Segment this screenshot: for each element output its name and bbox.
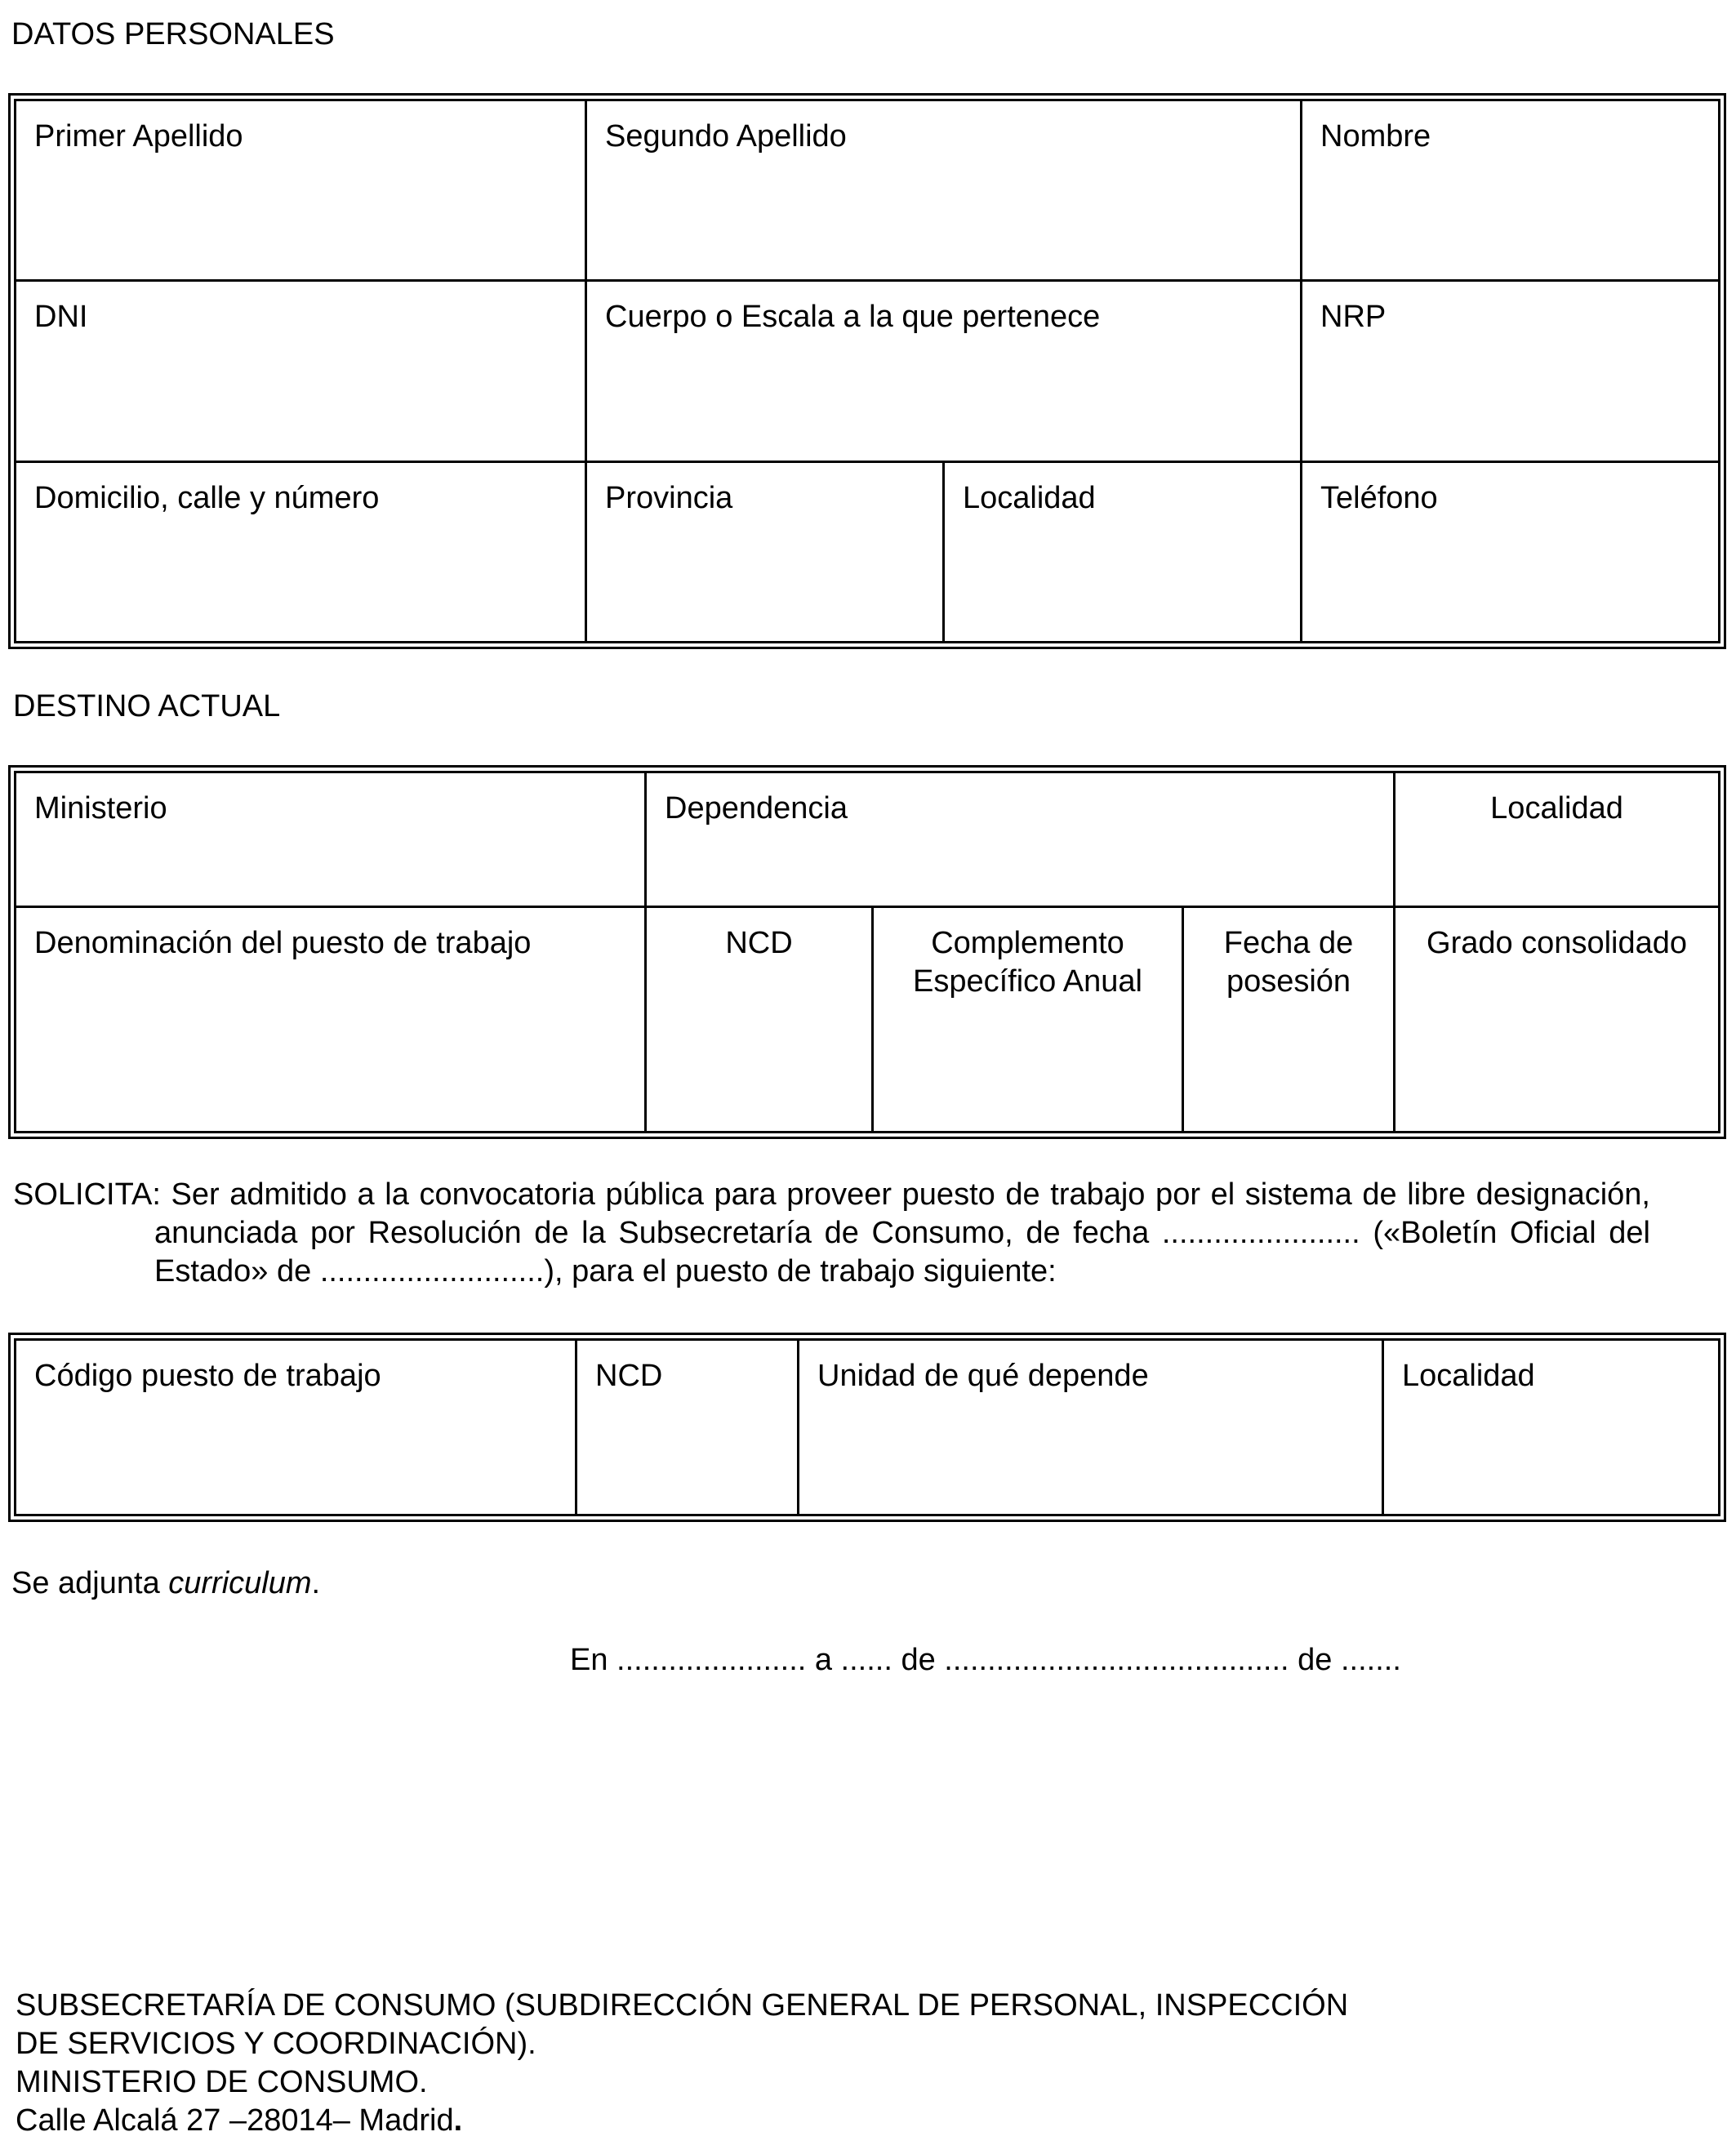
ministerio-field[interactable]: Ministerio <box>16 772 646 907</box>
telefono-field[interactable]: Teléfono <box>1302 461 1720 642</box>
domicilio-field[interactable]: Domicilio, calle y número <box>16 461 586 642</box>
solicita-text: Ser admitido a la convocatoria pública para proveer puesto de trabajo por el sistema de libre designación, anunciada por Resolución de la Subsecretaría de Consumo, de fecha ....................... («Boletín Oficial del Estado» de ..........................), para el puesto de trabajo siguiente: <box>154 1177 1650 1288</box>
denominacion-puesto-field[interactable]: Denominación del puesto de trabajo <box>16 907 646 1133</box>
solicita-label: SOLICITA: <box>13 1177 161 1212</box>
destino-actual-table <box>8 765 1726 1139</box>
footer-line-1: SUBSECRETARÍA DE CONSUMO (SUBDIRECCIÓN GENERAL DE PERSONAL, INSPECCIÓN <box>16 1988 1349 2023</box>
footer-line-4-end: . <box>453 2103 463 2138</box>
fecha-posesion-field[interactable]: Fecha de posesión <box>1183 907 1395 1133</box>
primer-apellido-field[interactable]: Primer Apellido <box>16 100 586 281</box>
localidad-destino-field[interactable]: Localidad <box>1395 772 1720 907</box>
cuerpo-escala-field[interactable]: Cuerpo o Escala a la que pertenece <box>586 281 1302 461</box>
footer-line-4-text: Calle Alcalá 27 –28014– Madrid <box>16 2103 454 2138</box>
adjunta-prefix: Se adjunta <box>11 1566 169 1600</box>
segundo-apellido-field[interactable]: Segundo Apellido <box>586 100 1302 281</box>
nombre-field[interactable]: Nombre <box>1302 100 1720 281</box>
section-title-datos-personales: DATOS PERSONALES <box>11 17 335 51</box>
adjunta-italic: curriculum <box>168 1566 312 1600</box>
adjunta-curriculum <box>11 1564 320 1603</box>
complemento-especifico-field[interactable]: Complemento Específico Anual <box>873 907 1183 1133</box>
footer-line-3: MINISTERIO DE CONSUMO. <box>16 2065 428 2099</box>
solicita-paragraph <box>13 1176 1650 1291</box>
footer-line-2: DE SERVICIOS Y COORDINACIÓN). <box>16 2027 536 2061</box>
nrp-field[interactable]: NRP <box>1302 281 1720 461</box>
puesto-solicitado-table <box>8 1333 1726 1522</box>
section-title-destino-actual: DESTINO ACTUAL <box>13 689 281 723</box>
ncd-puesto-field[interactable]: NCD <box>576 1340 799 1515</box>
codigo-puesto-field[interactable]: Código puesto de trabajo <box>16 1340 576 1515</box>
fecha-lugar-line: En ...................... a ...... de ........................................ de ....... <box>570 1643 1401 1677</box>
unidad-depende-field[interactable]: Unidad de qué depende <box>799 1340 1383 1515</box>
grado-consolidado-field[interactable]: Grado consolidado <box>1395 907 1720 1133</box>
footer-line-4 <box>16 2102 1348 2140</box>
dni-field[interactable]: DNI <box>16 281 586 461</box>
localidad-puesto-field[interactable]: Localidad <box>1383 1340 1720 1515</box>
localidad-field[interactable]: Localidad <box>944 461 1302 642</box>
personal-data-table <box>8 93 1726 649</box>
provincia-field[interactable]: Provincia <box>586 461 944 642</box>
adjunta-suffix: . <box>311 1566 321 1600</box>
ncd-destino-field[interactable]: NCD <box>646 907 873 1133</box>
footer-address <box>16 1987 1348 2140</box>
dependencia-field[interactable]: Dependencia <box>646 772 1395 907</box>
